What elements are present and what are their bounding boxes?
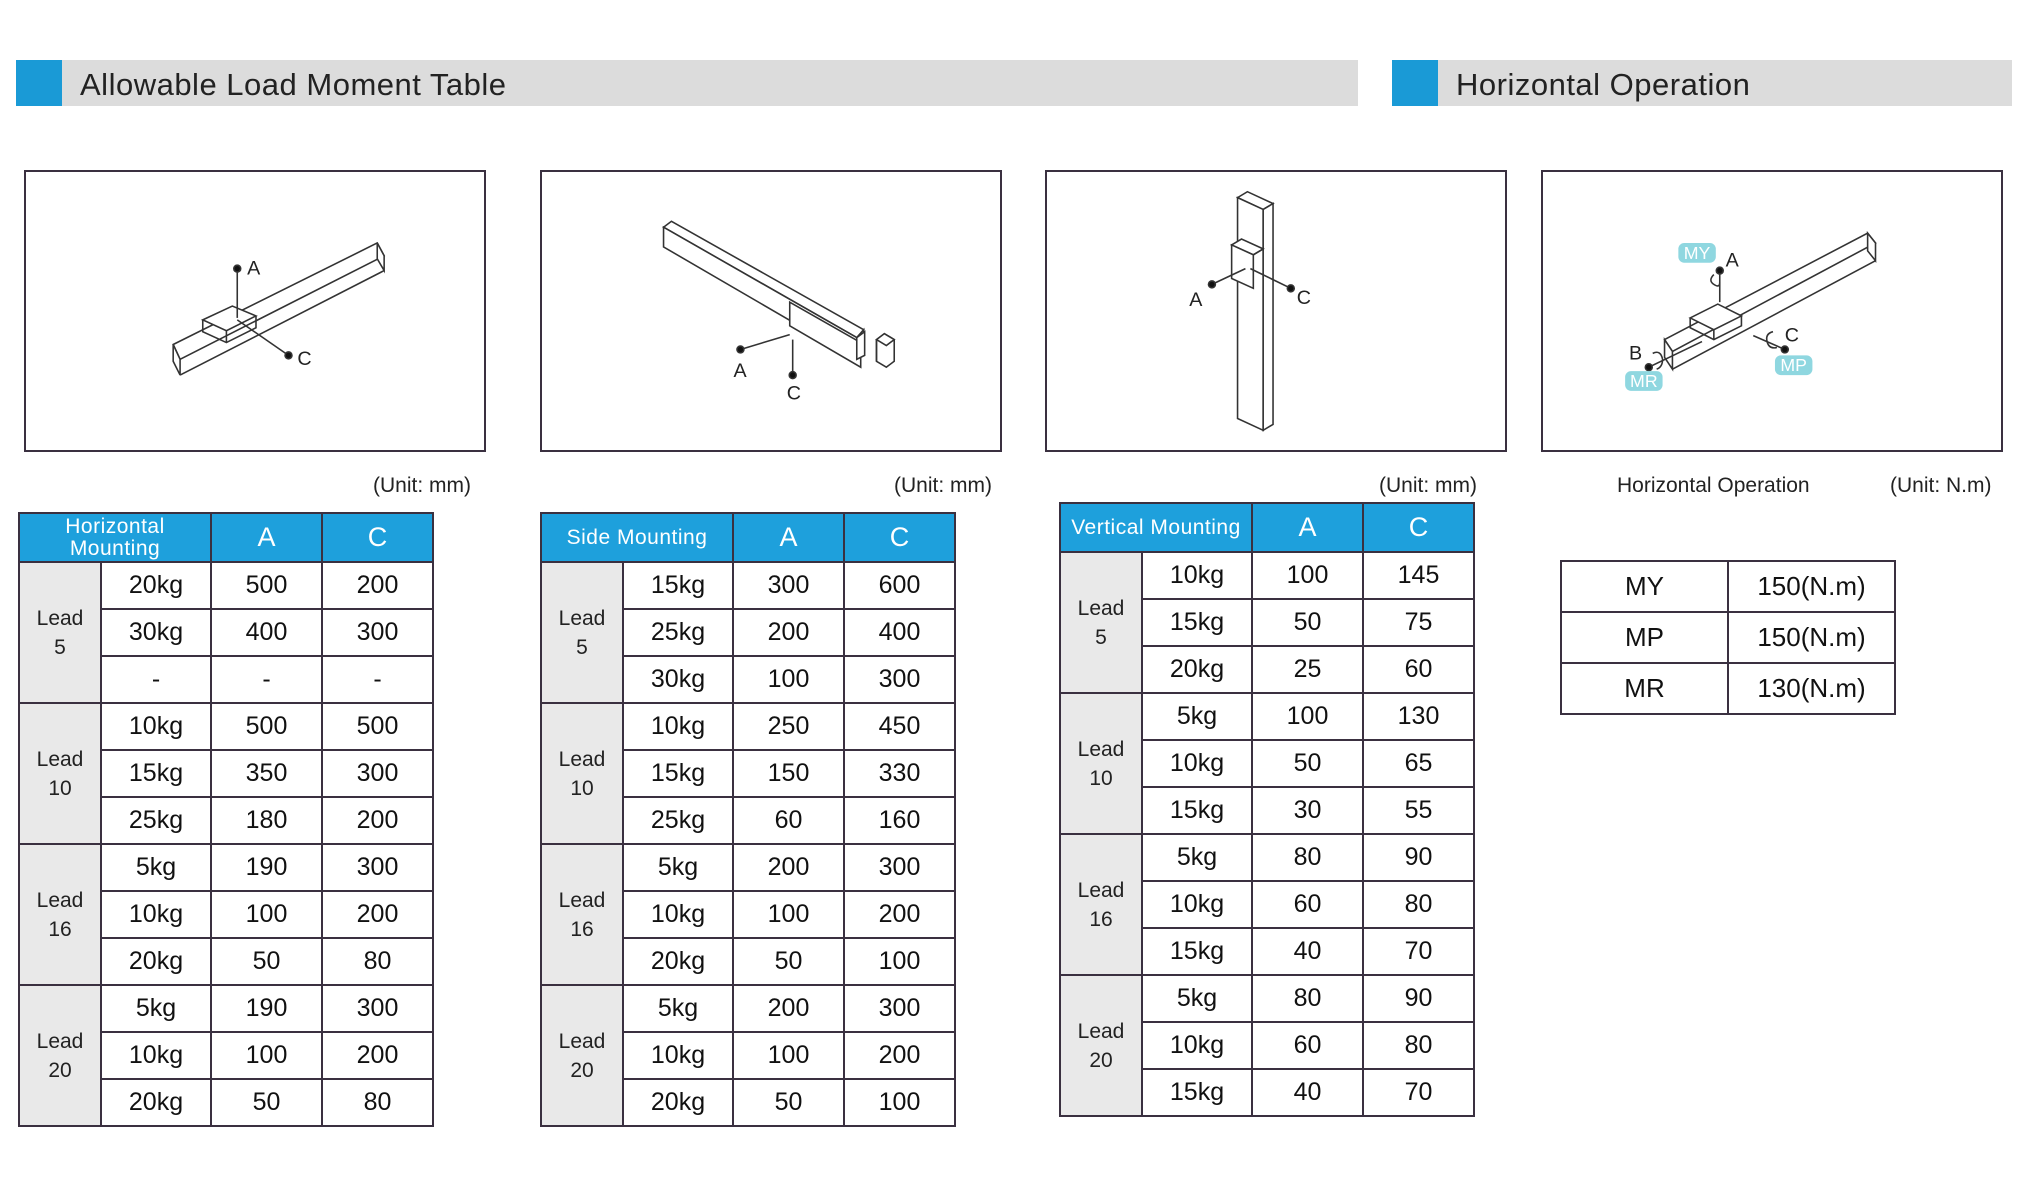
value-a-cell: - (211, 656, 322, 703)
value-a-cell: 60 (733, 797, 844, 844)
section-title: Horizontal Operation (1456, 67, 1751, 102)
load-cell: 10kg (623, 891, 733, 938)
lead-label: Lead (1077, 1019, 1125, 1043)
value-a-cell: 30 (1252, 787, 1363, 834)
lead-label: Lead (36, 1029, 84, 1053)
lead-cell (541, 985, 623, 1126)
lead-label: Lead (1077, 737, 1125, 761)
moment-value: 150(N.m) (1728, 561, 1895, 612)
value-c-cell: 100 (844, 938, 955, 985)
section-title: Allowable Load Moment Table (80, 67, 507, 102)
value-c-cell: 145 (1363, 552, 1474, 599)
value-a-cell: 300 (733, 562, 844, 609)
lead-cell (1060, 975, 1142, 1116)
load-cell: 15kg (1142, 1069, 1252, 1116)
value-c-cell: 300 (322, 844, 433, 891)
value-c-cell: 300 (844, 656, 955, 703)
value-a-cell: 200 (733, 609, 844, 656)
vertical-mounting-table (1059, 502, 1475, 1117)
lead-label: Lead (558, 747, 606, 771)
value-c-cell: 200 (322, 797, 433, 844)
load-cell: 25kg (101, 797, 211, 844)
table-title (19, 513, 211, 562)
load-cell: 20kg (1142, 646, 1252, 693)
lead-value: 10 (48, 776, 72, 800)
value-c-cell: 80 (1363, 1022, 1474, 1069)
value-c-cell: 300 (844, 844, 955, 891)
table-row (541, 844, 955, 891)
value-c-cell: 300 (322, 750, 433, 797)
lead-label: Lead (36, 606, 84, 630)
label-a: A (733, 360, 747, 383)
moment-name: MY (1561, 561, 1728, 612)
value-a-cell: 500 (211, 562, 322, 609)
load-cell: 15kg (101, 750, 211, 797)
lead-label: Lead (558, 606, 606, 630)
moment-row (1561, 612, 1895, 663)
value-a-cell: 50 (211, 938, 322, 985)
value-a-cell: 50 (733, 1079, 844, 1126)
lead-cell (541, 844, 623, 985)
value-c-cell: 70 (1363, 1069, 1474, 1116)
value-a-cell: 180 (211, 797, 322, 844)
load-cell: 5kg (623, 985, 733, 1032)
operation-caption: Horizontal Operation (1617, 474, 1810, 497)
table-row (541, 562, 955, 609)
value-c-cell: 450 (844, 703, 955, 750)
value-c-cell: 500 (322, 703, 433, 750)
label-b: B (1629, 342, 1643, 365)
label-c: C (1296, 287, 1311, 310)
load-cell: 10kg (1142, 740, 1252, 787)
load-cell: 30kg (623, 656, 733, 703)
lead-cell (1060, 552, 1142, 693)
value-a-cell: 100 (211, 1032, 322, 1079)
value-c-cell: 65 (1363, 740, 1474, 787)
lead-value: 16 (570, 917, 594, 941)
lead-label: Lead (558, 1029, 606, 1053)
label-c: C (297, 348, 312, 371)
label-c: C (1784, 324, 1800, 347)
table-row (1060, 975, 1474, 1022)
lead-cell (19, 844, 101, 985)
value-a-cell: 50 (733, 938, 844, 985)
load-cell: 15kg (623, 562, 733, 609)
load-cell: 20kg (101, 1079, 211, 1126)
load-cell: 25kg (623, 609, 733, 656)
value-c-cell: 130 (1363, 693, 1474, 740)
value-c-cell: 200 (322, 562, 433, 609)
load-cell: 30kg (101, 609, 211, 656)
moment-row (1561, 561, 1895, 612)
label-a: A (1725, 249, 1739, 272)
diagram-horizontal-operation (1541, 170, 2003, 452)
vertical-mounting-illustration (1047, 172, 1505, 450)
table-title-line: Mounting (69, 536, 161, 560)
value-a-cell: 100 (1252, 693, 1363, 740)
label-c: C (786, 382, 802, 405)
value-c-cell: 75 (1363, 599, 1474, 646)
load-cell: 5kg (1142, 693, 1252, 740)
value-a-cell: 100 (733, 891, 844, 938)
horizontal-mounting-illustration (26, 172, 484, 450)
value-a-cell: 190 (211, 844, 322, 891)
value-a-cell: 100 (1252, 552, 1363, 599)
value-c-cell: 200 (844, 1032, 955, 1079)
load-cell: 20kg (623, 1079, 733, 1126)
value-c-cell: 330 (844, 750, 955, 797)
moment-table (1560, 560, 1896, 715)
lead-label: Lead (1077, 596, 1125, 620)
value-c-cell: 300 (844, 985, 955, 1032)
section-marker (16, 60, 62, 106)
column-header-a: A (211, 513, 322, 562)
lead-value: 16 (48, 917, 72, 941)
value-a-cell: 80 (1252, 834, 1363, 881)
load-cell: 20kg (623, 938, 733, 985)
value-c-cell: 160 (844, 797, 955, 844)
lead-value: 16 (1089, 907, 1113, 931)
value-a-cell: 200 (733, 985, 844, 1032)
value-c-cell: 90 (1363, 834, 1474, 881)
horizontal-mounting-table (18, 512, 434, 1127)
moment-value: 130(N.m) (1728, 663, 1895, 714)
table-row (1060, 693, 1474, 740)
lead-label: Lead (558, 888, 606, 912)
diagram-horizontal-mounting (24, 170, 486, 452)
tag-my: MY (1683, 242, 1711, 263)
unit-label-horizontal: (Unit: mm) (373, 474, 471, 497)
value-c-cell: 200 (844, 891, 955, 938)
load-cell: 10kg (101, 891, 211, 938)
value-a-cell: 200 (733, 844, 844, 891)
side-mounting-illustration (542, 172, 1000, 450)
load-cell: 10kg (623, 1032, 733, 1079)
value-c-cell: 60 (1363, 646, 1474, 693)
moment-name: MP (1561, 612, 1728, 663)
lead-cell (1060, 834, 1142, 975)
value-c-cell: 400 (844, 609, 955, 656)
value-c-cell: 200 (322, 891, 433, 938)
tag-mp: MP (1780, 355, 1807, 376)
value-c-cell: 600 (844, 562, 955, 609)
load-cell: 10kg (101, 703, 211, 750)
value-c-cell: 300 (322, 609, 433, 656)
table-title-line: Horizontal (65, 514, 165, 538)
value-a-cell: 80 (1252, 975, 1363, 1022)
section-header-load-moment (16, 60, 1358, 106)
value-c-cell: 80 (322, 938, 433, 985)
column-header-a: A (1252, 503, 1363, 552)
value-a-cell: 40 (1252, 928, 1363, 975)
value-a-cell: 50 (1252, 740, 1363, 787)
lead-label: Lead (36, 747, 84, 771)
lead-cell (541, 562, 623, 703)
side-mounting-table (540, 512, 956, 1127)
value-a-cell: 250 (733, 703, 844, 750)
section-header-horizontal-operation (1392, 60, 2012, 106)
value-c-cell: 80 (1363, 881, 1474, 928)
value-c-cell: 300 (322, 985, 433, 1032)
load-cell: 10kg (1142, 552, 1252, 599)
load-cell: 10kg (623, 703, 733, 750)
load-cell: 15kg (1142, 928, 1252, 975)
load-cell: 20kg (101, 938, 211, 985)
lead-value: 5 (576, 635, 588, 659)
value-a-cell: 60 (1252, 881, 1363, 928)
load-cell: 5kg (1142, 834, 1252, 881)
load-cell: 5kg (623, 844, 733, 891)
column-header-a: A (733, 513, 844, 562)
value-a-cell: 50 (1252, 599, 1363, 646)
table-title: Vertical Mounting (1060, 503, 1252, 552)
lead-value: 20 (570, 1058, 594, 1082)
value-c-cell: - (322, 656, 433, 703)
lead-label: Lead (1077, 878, 1125, 902)
value-a-cell: 190 (211, 985, 322, 1032)
unit-label-vertical: (Unit: mm) (1379, 474, 1477, 497)
value-c-cell: 55 (1363, 787, 1474, 834)
unit-label-side: (Unit: mm) (894, 474, 992, 497)
lead-value: 20 (48, 1058, 72, 1082)
moment-value: 150(N.m) (1728, 612, 1895, 663)
lead-cell (19, 985, 101, 1126)
table-row (1060, 552, 1474, 599)
load-cell: 15kg (623, 750, 733, 797)
unit-label-operation: (Unit: N.m) (1890, 474, 1992, 497)
load-cell: 10kg (1142, 1022, 1252, 1069)
value-a-cell: 500 (211, 703, 322, 750)
value-a-cell: 150 (733, 750, 844, 797)
value-a-cell: 400 (211, 609, 322, 656)
load-cell: 5kg (101, 844, 211, 891)
tag-mr: MR (1630, 370, 1658, 391)
value-c-cell: 90 (1363, 975, 1474, 1022)
lead-value: 20 (1089, 1048, 1113, 1072)
load-cell: 10kg (101, 1032, 211, 1079)
column-header-c: C (844, 513, 955, 562)
load-cell: 5kg (1142, 975, 1252, 1022)
value-a-cell: 60 (1252, 1022, 1363, 1069)
label-a: A (247, 257, 261, 280)
lead-cell (541, 703, 623, 844)
lead-value: 5 (54, 635, 66, 659)
lead-value: 10 (1089, 766, 1113, 790)
moment-name: MR (1561, 663, 1728, 714)
lead-cell (19, 703, 101, 844)
table-row (19, 985, 433, 1032)
value-a-cell: 100 (733, 656, 844, 703)
load-cell: 15kg (1142, 599, 1252, 646)
value-a-cell: 40 (1252, 1069, 1363, 1116)
load-cell: 25kg (623, 797, 733, 844)
load-cell: 15kg (1142, 787, 1252, 834)
lead-value: 5 (1095, 625, 1107, 649)
load-cell: - (101, 656, 211, 703)
table-row (541, 985, 955, 1032)
value-c-cell: 200 (322, 1032, 433, 1079)
value-a-cell: 350 (211, 750, 322, 797)
value-a-cell: 50 (211, 1079, 322, 1126)
value-c-cell: 70 (1363, 928, 1474, 975)
lead-cell (19, 562, 101, 703)
lead-value: 10 (570, 776, 594, 800)
column-header-c: C (1363, 503, 1474, 552)
diagram-side-mounting (540, 170, 1002, 452)
table-row (19, 562, 433, 609)
table-title: Side Mounting (541, 513, 733, 562)
horizontal-operation-illustration (1543, 172, 2001, 450)
table-row (19, 703, 433, 750)
value-c-cell: 80 (322, 1079, 433, 1126)
column-header-c: C (322, 513, 433, 562)
table-row (1060, 834, 1474, 881)
value-c-cell: 100 (844, 1079, 955, 1126)
load-cell: 20kg (101, 562, 211, 609)
section-marker (1392, 60, 1438, 106)
value-a-cell: 100 (733, 1032, 844, 1079)
value-a-cell: 25 (1252, 646, 1363, 693)
label-a: A (1189, 289, 1203, 312)
load-cell: 10kg (1142, 881, 1252, 928)
lead-cell (1060, 693, 1142, 834)
table-row (541, 703, 955, 750)
table-row (19, 844, 433, 891)
lead-label: Lead (36, 888, 84, 912)
moment-row (1561, 663, 1895, 714)
diagram-vertical-mounting (1045, 170, 1507, 452)
load-cell: 5kg (101, 985, 211, 1032)
value-a-cell: 100 (211, 891, 322, 938)
